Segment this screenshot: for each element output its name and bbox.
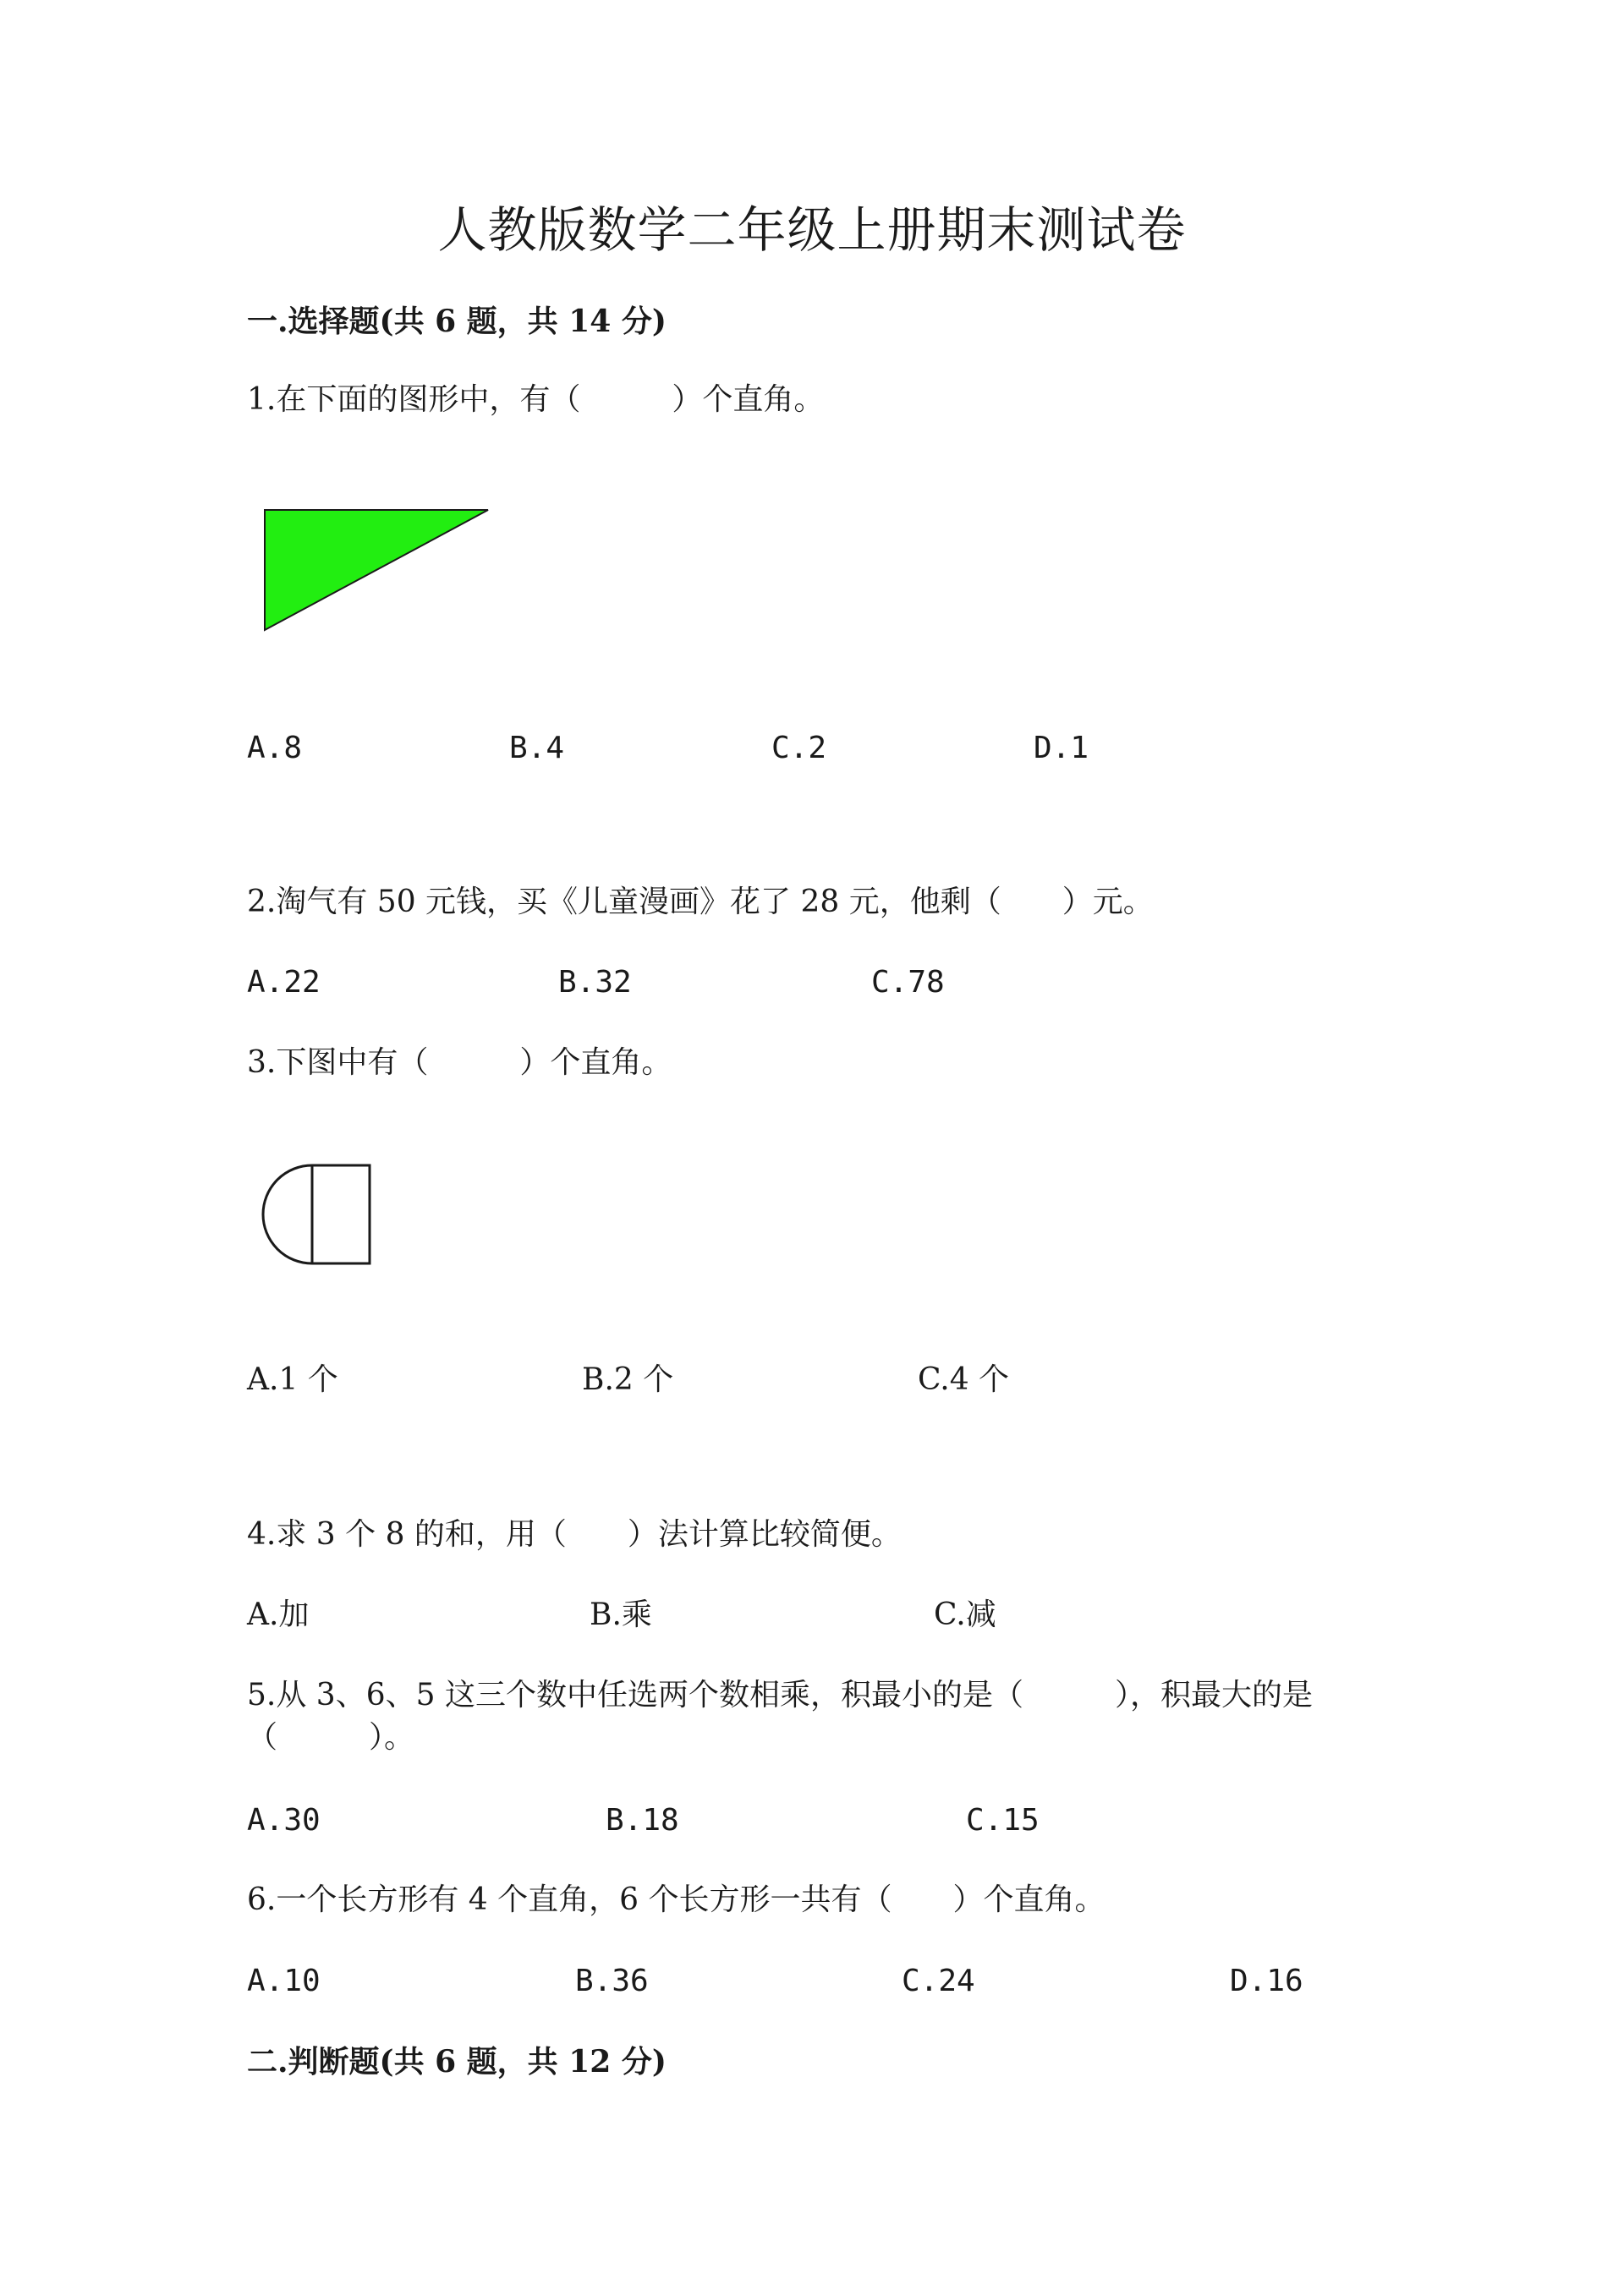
question-3-option-a[interactable]: A.1 个: [247, 1362, 338, 1397]
question-2-option-b[interactable]: B.32: [558, 965, 632, 1000]
question-2-text: 2.淘气有 50 元钱，买《儿童漫画》花了 28 元，他剩（ ）元。: [247, 885, 1154, 919]
question-3-text: 3.下图中有（ ）个直角。: [247, 1045, 672, 1080]
question-4-option-b[interactable]: B.乘: [590, 1597, 652, 1632]
question-6-option-b[interactable]: B.36: [575, 1964, 649, 1998]
section-heading-judgement: 二.判断题(共 6 题，共 12 分): [247, 2044, 667, 2080]
question-3-option-c[interactable]: C.4 个: [918, 1362, 1010, 1397]
page-title: 人教版数学二年级上册期末测试卷: [437, 201, 1187, 259]
question-5-option-c[interactable]: C.15: [966, 1803, 1040, 1838]
question-5-text-line2: （ ）。: [247, 1720, 415, 1755]
question-4-text: 4.求 3 个 8 的和，用（ ）法计算比较简便。: [247, 1517, 902, 1552]
question-6-option-a[interactable]: A.10: [247, 1964, 321, 1998]
question-4-option-c[interactable]: C.减: [934, 1597, 996, 1632]
question-1-option-d[interactable]: D.1: [1034, 731, 1089, 765]
question-5-text-line1: 5.从 3、6、5 这三个数中任选两个数相乘，积最小的是（ ），积最大的是: [247, 1678, 1313, 1712]
question-2-option-c[interactable]: C.78: [871, 965, 945, 1000]
question-5-option-b[interactable]: B.18: [606, 1803, 679, 1838]
question-6-option-d[interactable]: D.16: [1230, 1964, 1303, 1998]
question-1-option-c[interactable]: C.2: [771, 731, 827, 765]
question-1-text: 1.在下面的图形中，有（ ）个直角。: [247, 382, 825, 417]
question-1-option-a[interactable]: A.8: [247, 731, 303, 765]
section-heading-choice: 一.选择题(共 6 题，共 14 分): [247, 304, 667, 339]
question-2-option-a[interactable]: A.22: [247, 965, 321, 1000]
question-6-option-c[interactable]: C.24: [902, 1964, 975, 1998]
question-4-option-a[interactable]: A.加: [247, 1597, 310, 1632]
question-6-text: 6.一个长方形有 4 个直角，6 个长方形一共有（ ）个直角。: [247, 1882, 1106, 1917]
question-5-option-a[interactable]: A.30: [247, 1803, 321, 1838]
question-1-option-b[interactable]: B.4: [509, 731, 565, 765]
question-3-option-b[interactable]: B.2 个: [582, 1362, 674, 1397]
